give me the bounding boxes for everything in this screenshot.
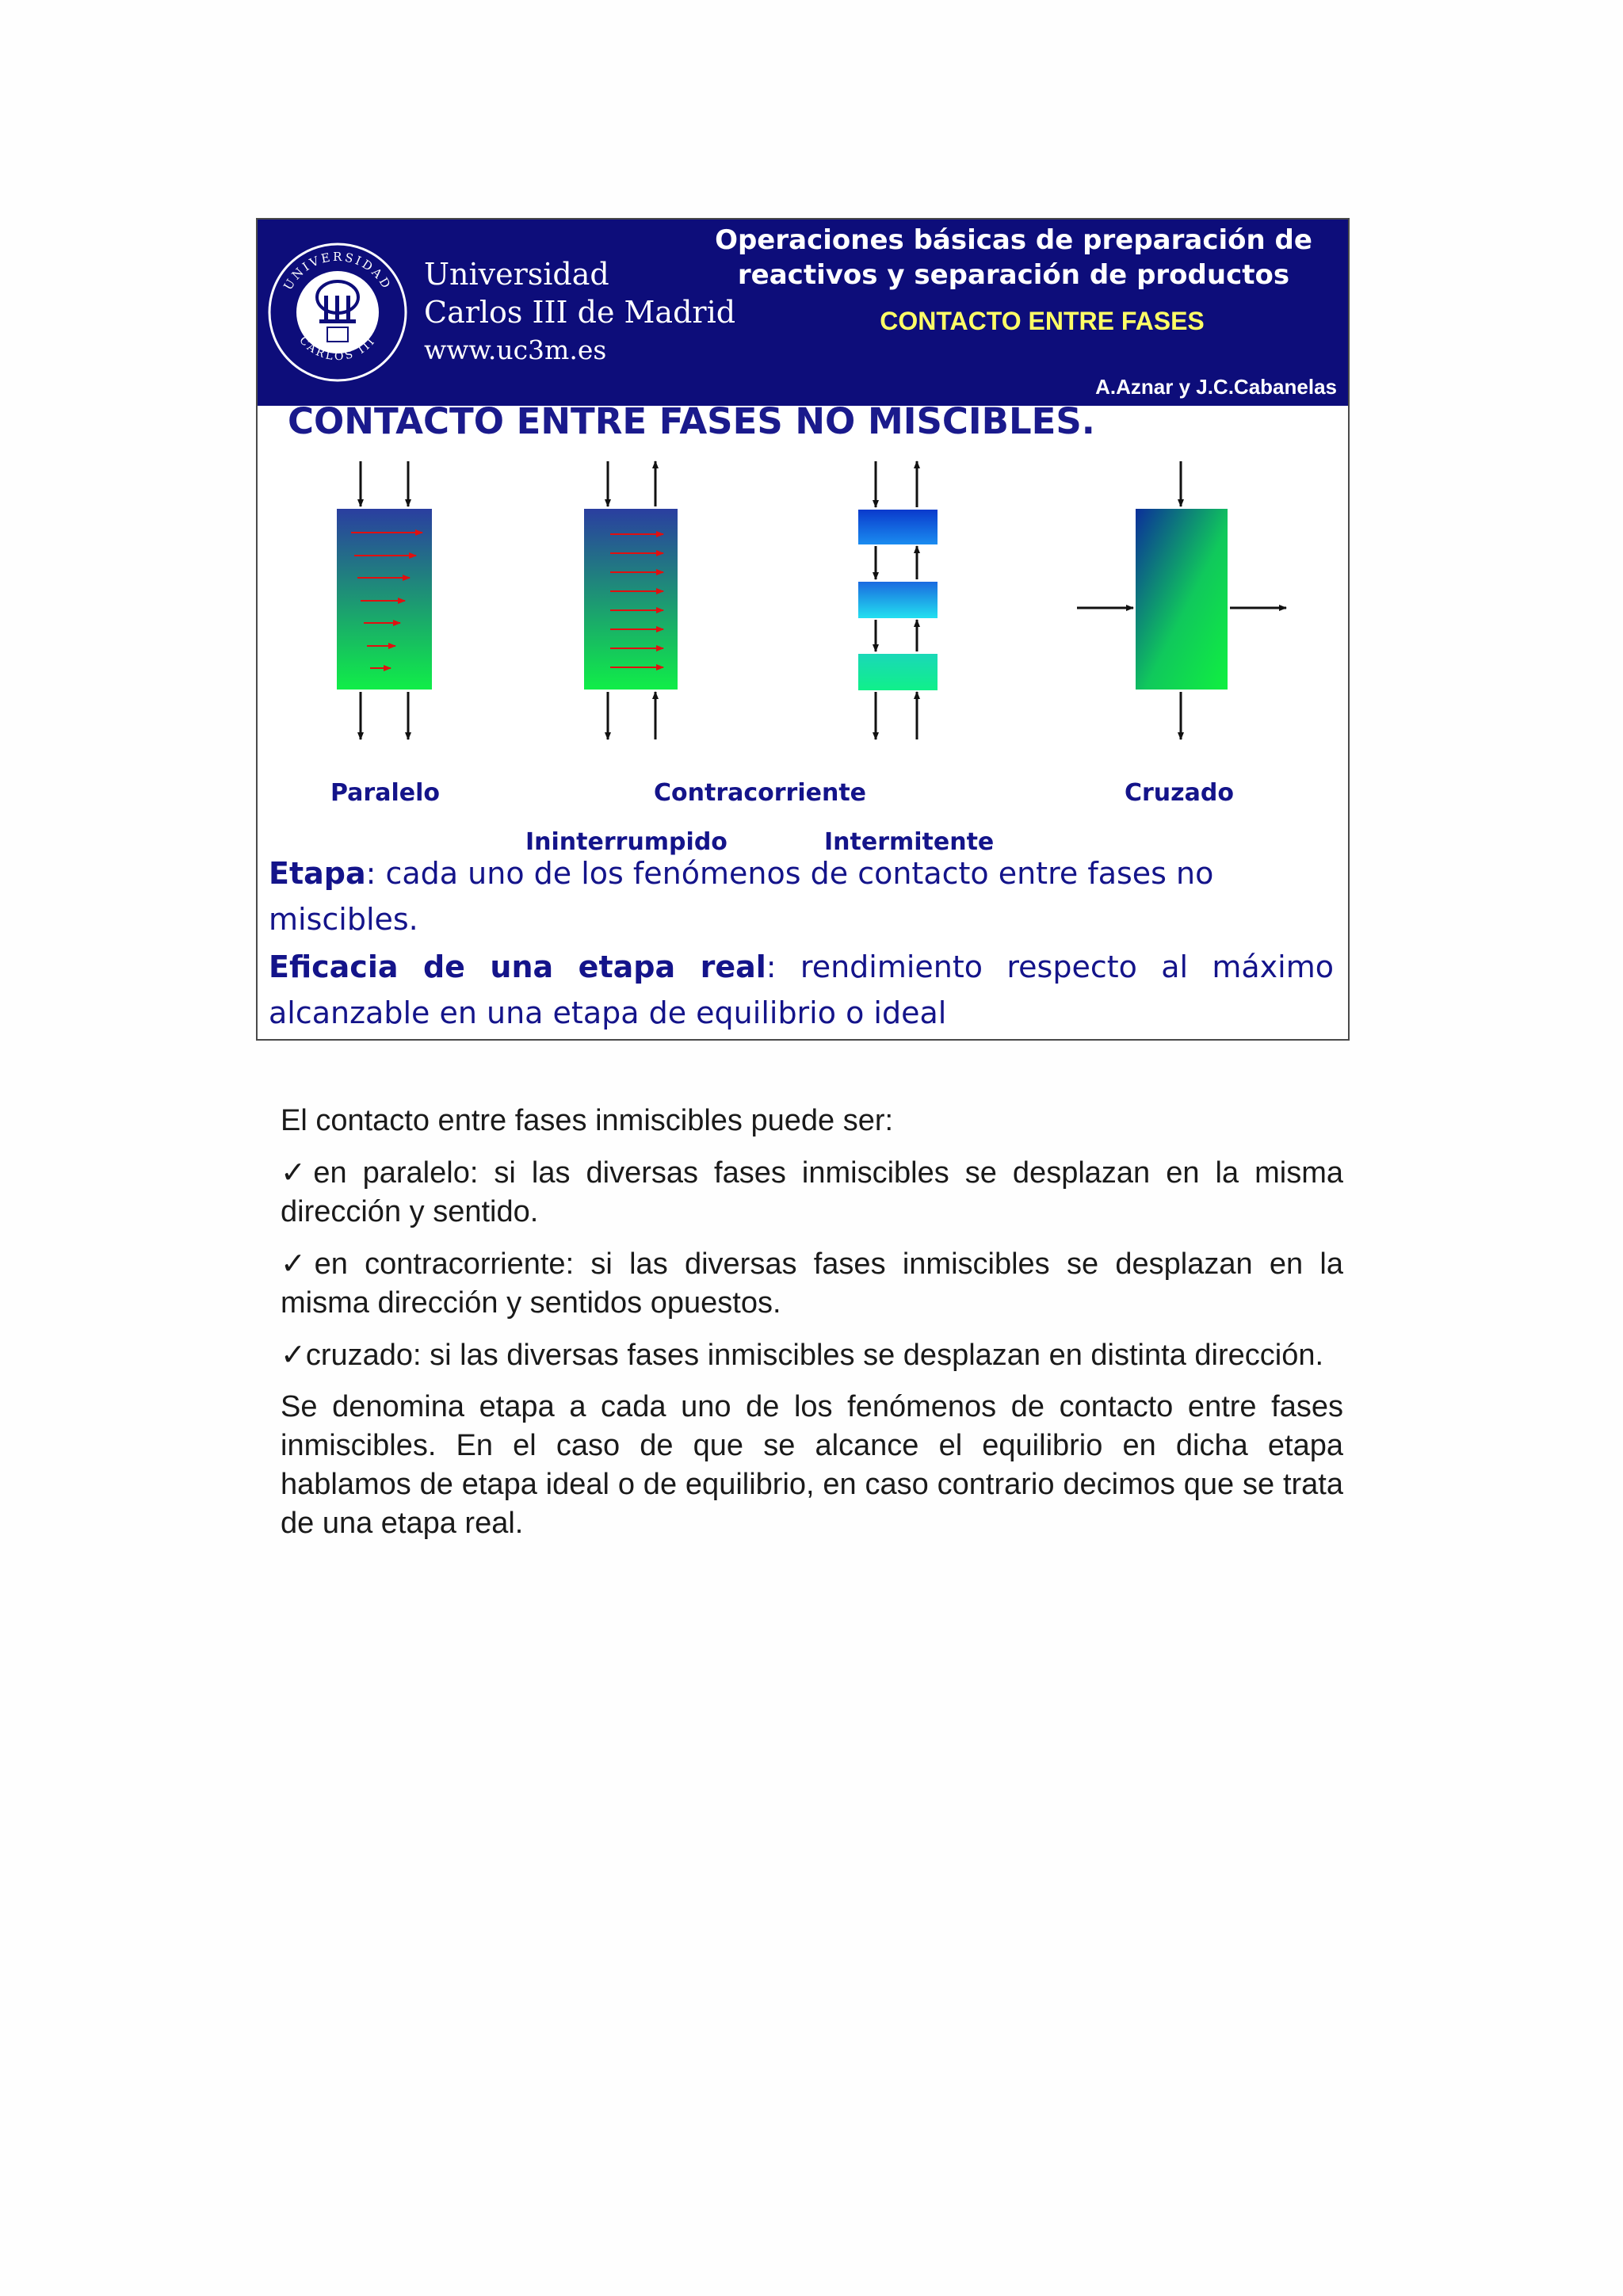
label-contracorriente: Contracorriente <box>654 779 867 807</box>
list-item-contracorriente: ✓en contracorriente: si las diversas fases inmiscibles se desplazan en la misma dirección y sentidos opuestos. <box>281 1246 1343 1320</box>
section-title: CONTACTO ENTRE FASES <box>880 307 1205 335</box>
intermitente-stage-1 <box>858 510 938 544</box>
list-item-paralelo: ✓en paralelo: si las diversas fases inmiscibles se desplazan en la misma dirección y sentido. <box>281 1155 1343 1228</box>
check-icon: ✓ <box>281 1246 315 1281</box>
closing-paragraph: Se denomina etapa a cada uno de los fenómenos de contacto entre fases inmiscibles. En el caso de que se alcance el equilibrio en dicha etapa hablamos de etapa ideal o de equilibrio, en caso contrario decimos que se trata de una etapa real. <box>281 1390 1343 1540</box>
phase-contact-diagram <box>258 220 1348 822</box>
list-item-cruzado: ✓cruzado: si las diversas fases inmiscibles se desplazan en distinta dirección. <box>281 1337 1324 1372</box>
university-website: www.uc3m.es <box>424 334 607 365</box>
slide <box>256 218 1350 1041</box>
cruzado-column-body <box>1136 509 1228 690</box>
authors: A.Aznar y J.C.Cabanelas <box>1095 375 1337 399</box>
check-icon: ✓ <box>281 1155 314 1190</box>
intermitente-stage-3 <box>858 654 938 690</box>
eficacia-definition: Eficacia de una etapa real: rendimiento respecto al máximo alcanzable en una etapa de equilibrio o ideal <box>269 949 1334 1030</box>
svg-text:UNIVERSIDAD: UNIVERSIDAD <box>281 249 395 293</box>
paralelo-column <box>337 461 432 739</box>
label-intermitente: Intermitente <box>824 828 995 856</box>
etapa-definition: Etapa: cada uno de los fenómenos de contacto entre fases no miscibles. <box>269 856 1214 937</box>
cruzado-column <box>1077 461 1286 739</box>
label-ininterrumpido: Ininterrumpido <box>525 828 727 856</box>
slide-title: CONTACTO ENTRE FASES NO MISCIBLES. <box>288 400 1095 442</box>
eficacia-term: Eficacia de una etapa real <box>269 949 766 984</box>
intermitente-stage-2 <box>858 582 938 618</box>
university-name: Universidad Carlos III de Madrid www.uc3m.es <box>424 255 735 369</box>
intro-paragraph: El contacto entre fases inmiscibles puede ser: <box>281 1104 894 1137</box>
svg-text:CARLOS III: CARLOS III <box>296 334 379 364</box>
body-text <box>281 1102 1343 1556</box>
course-title: Operaciones básicas de preparación de reactivos y separación de productos <box>715 224 1312 291</box>
etapa-term: Etapa <box>269 856 366 891</box>
contracorriente-intermitente-stages <box>858 461 938 739</box>
contracorriente-ininterrumpido-column <box>584 461 678 739</box>
check-icon: ✓ <box>281 1337 306 1372</box>
label-cruzado: Cruzado <box>1125 779 1234 807</box>
paralelo-column-body <box>337 509 432 690</box>
label-paralelo: Paralelo <box>330 779 440 807</box>
ininterrumpido-column-body <box>584 509 678 690</box>
